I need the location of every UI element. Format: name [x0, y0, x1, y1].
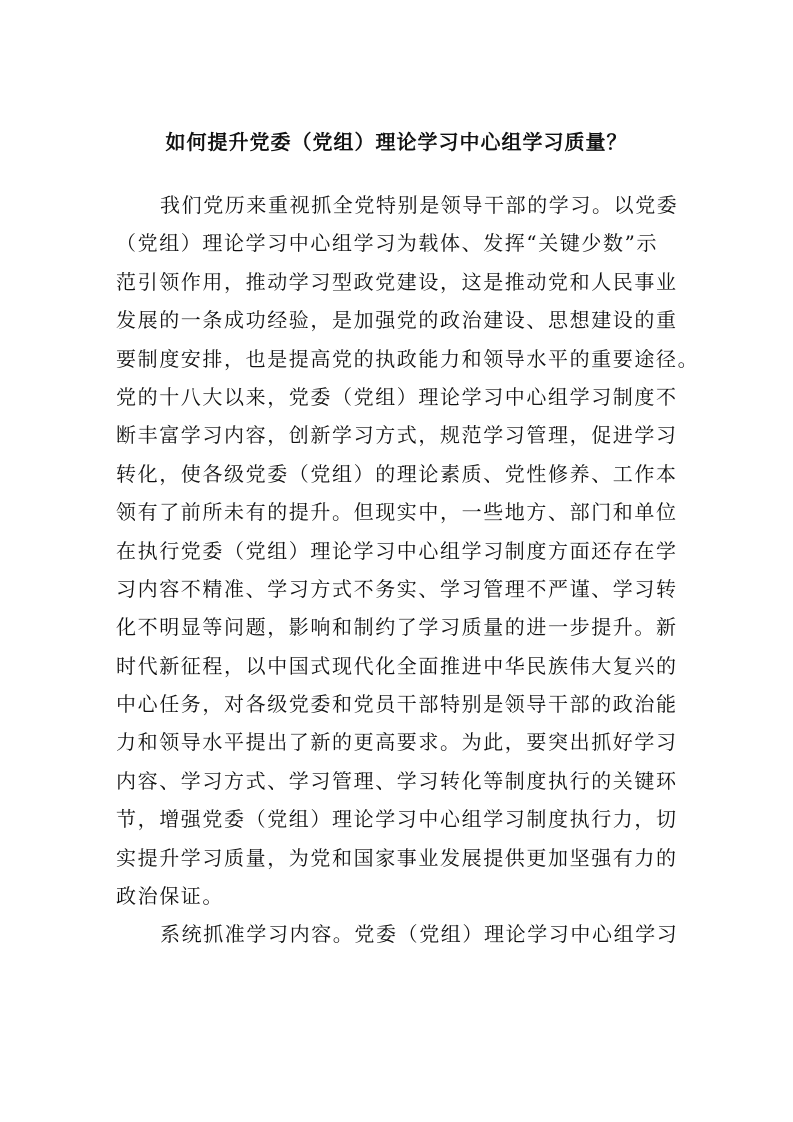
text-line: 系统抓准学习内容。党委（党组）理论学习中心组学习: [160, 922, 679, 947]
paragraph-1: [116, 186, 700, 915]
text-line: 实提升学习质量，为党和国家事业发展提供更加坚强有力的: [116, 845, 678, 870]
text-line: 领有了前所未有的提升。但现实中，一些地方、部门和单位: [116, 500, 678, 525]
text-line: 发展的一条成功经验，是加强党的政治建设、思想建设的重: [116, 308, 678, 333]
text-line: 党的十八大以来，党委（党组）理论学习中心组学习制度不: [116, 384, 678, 409]
text-line: 中心任务，对各级党委和党员干部特别是领导干部的政治能: [116, 692, 678, 717]
text-line: （党组）理论学习中心组学习为载体、发挥“关键少数”示: [116, 231, 659, 256]
text-line: 时代新征程，以中国式现代化全面推进中华民族伟大复兴的: [116, 653, 678, 678]
text-line: 转化，使各级党委（党组）的理论素质、党性修养、工作本: [116, 461, 678, 486]
text-line: 节，增强党委（党组）理论学习中心组学习制度执行力，切: [116, 807, 678, 832]
text-line: 要制度安排，也是提高党的执政能力和领导水平的重要途径。: [116, 346, 700, 371]
text-line: 在执行党委（党组）理论学习中心组学习制度方面还存在学: [116, 538, 678, 563]
text-line: 化不明显等问题，影响和制约了学习质量的进一步提升。新: [116, 615, 678, 640]
page-title: 如何提升党委（党组）理论学习中心组学习质量？: [165, 130, 628, 154]
text-line: 政治保证。: [116, 884, 224, 909]
text-line: 内容、学习方式、学习管理、学习转化等制度执行的关键环: [116, 768, 678, 793]
text-line: 习内容不精准、学习方式不务实、学习管理不严谨、学习转: [116, 576, 678, 601]
text-line: 我们党历来重视抓全党特别是领导干部的学习。以党委: [160, 193, 679, 217]
text-line: 范引领作用，推动学习型政党建设，这是推动党和人民事业: [116, 269, 678, 294]
body-text: [116, 186, 700, 954]
text-line: 力和领导水平提出了新的更高要求。为此，要突出抓好学习: [116, 730, 678, 755]
text-line: 断丰富学习内容，创新学习方式，规范学习管理，促进学习: [116, 423, 678, 448]
paragraph-2: [116, 915, 696, 953]
